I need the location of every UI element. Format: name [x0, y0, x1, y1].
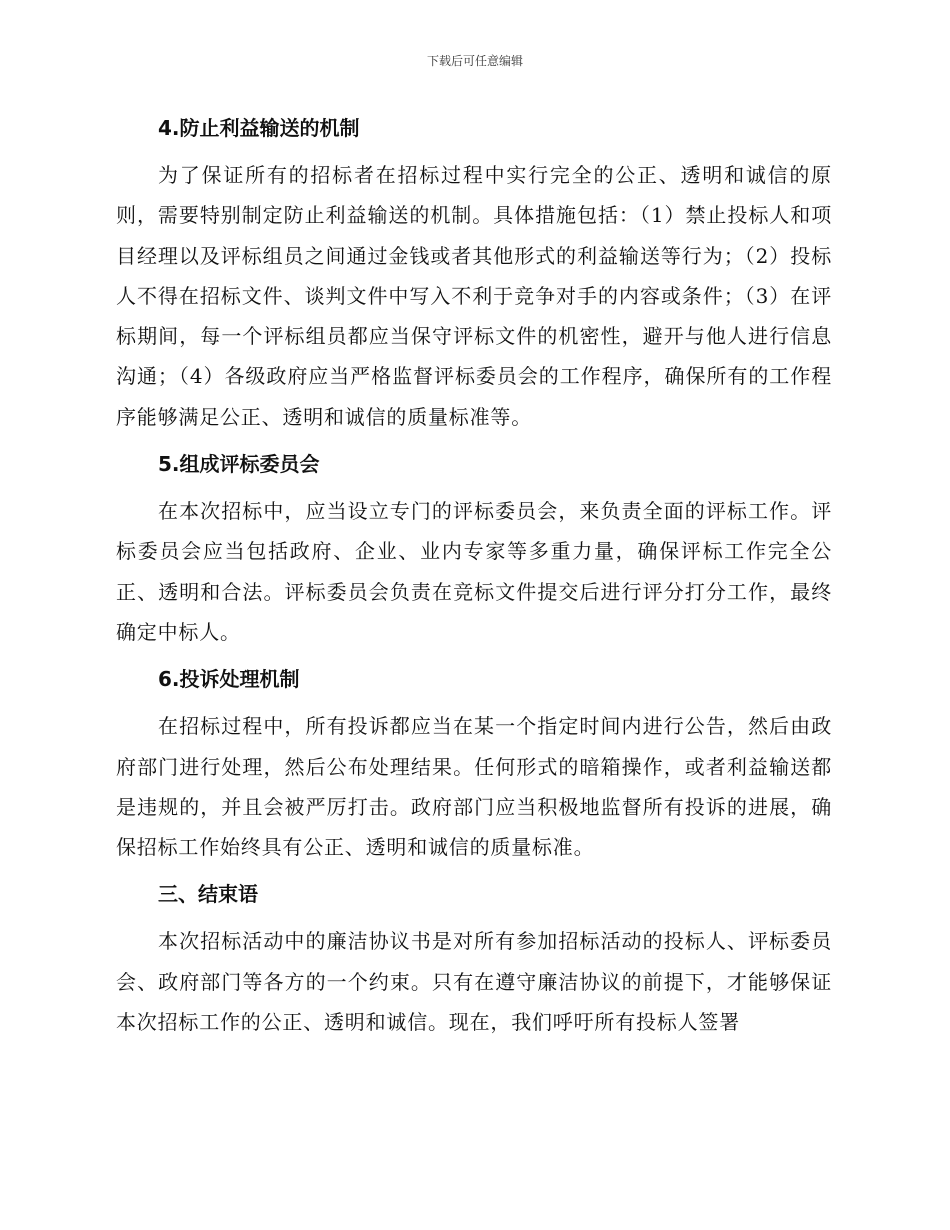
section-paragraph-conclusion: 本次招标活动中的廉洁协议书是对所有参加招标活动的投标人、评标委员会、政府部门等各方的一个约束。只有在遵守廉洁协议的前提下，才能够保证本次招标工作的公正、透明和诚信。现在，我们呼吁所有投标人签署 [116, 929, 832, 1035]
section-heading-conclusion: 三、结束语 [158, 882, 258, 907]
section-paragraph-anti-benefit-transfer: 为了保证所有的招标者在招标过程中实行完全的公正、透明和诚信的原则，需要特别制定防止利益输送的机制。具体措施包括：（1）禁止投标人和项目经理以及评标组员之间通过金钱或者其他形式的利益输送等行为；（2）投标人不得在招标文件、谈判文件中写入不利于竞争对手的内容或条件；（3）在评标期间，每一个评标组员都应当保守评标文件的机密性，避开与他人进行信息沟通；（4）各级政府应当严格监督评标委员会的工作程序，确保所有的工作程序能够满足公正、透明和诚信的质量标准等。 [116, 163, 832, 429]
section-heading-anti-benefit-transfer: 4.防止利益输送的机制 [158, 116, 360, 140]
section-paragraph-complaint-handling: 在招标过程中，所有投诉都应当在某一个指定时间内进行公告，然后由政府部门进行处理，然后公布处理结果。任何形式的暗箱操作，或者利益输送都是违规的，并且会被严厉打击。政府部门应当积极地监督所有投诉的进展，确保招标工作始终具有公正、透明和诚信的质量标准。 [116, 714, 832, 860]
page-header: 下载后可任意编辑 [426, 54, 523, 68]
section-heading-evaluation-committee: 5.组成评标委员会 [158, 452, 320, 477]
section-heading-complaint-handling: 6.投诉处理机制 [158, 667, 300, 692]
document-body [116, 108, 832, 1049]
section-paragraph-evaluation-committee: 在本次招标中，应当设立专门的评标委员会，来负责全面的评标工作。评标委员会应当包括政府、企业、业内专家等多重力量，确保评标工作完全公正、透明和合法。评标委员会负责在竞标文件提交后进行评分打分工作，最终确定中标人。 [116, 499, 832, 644]
